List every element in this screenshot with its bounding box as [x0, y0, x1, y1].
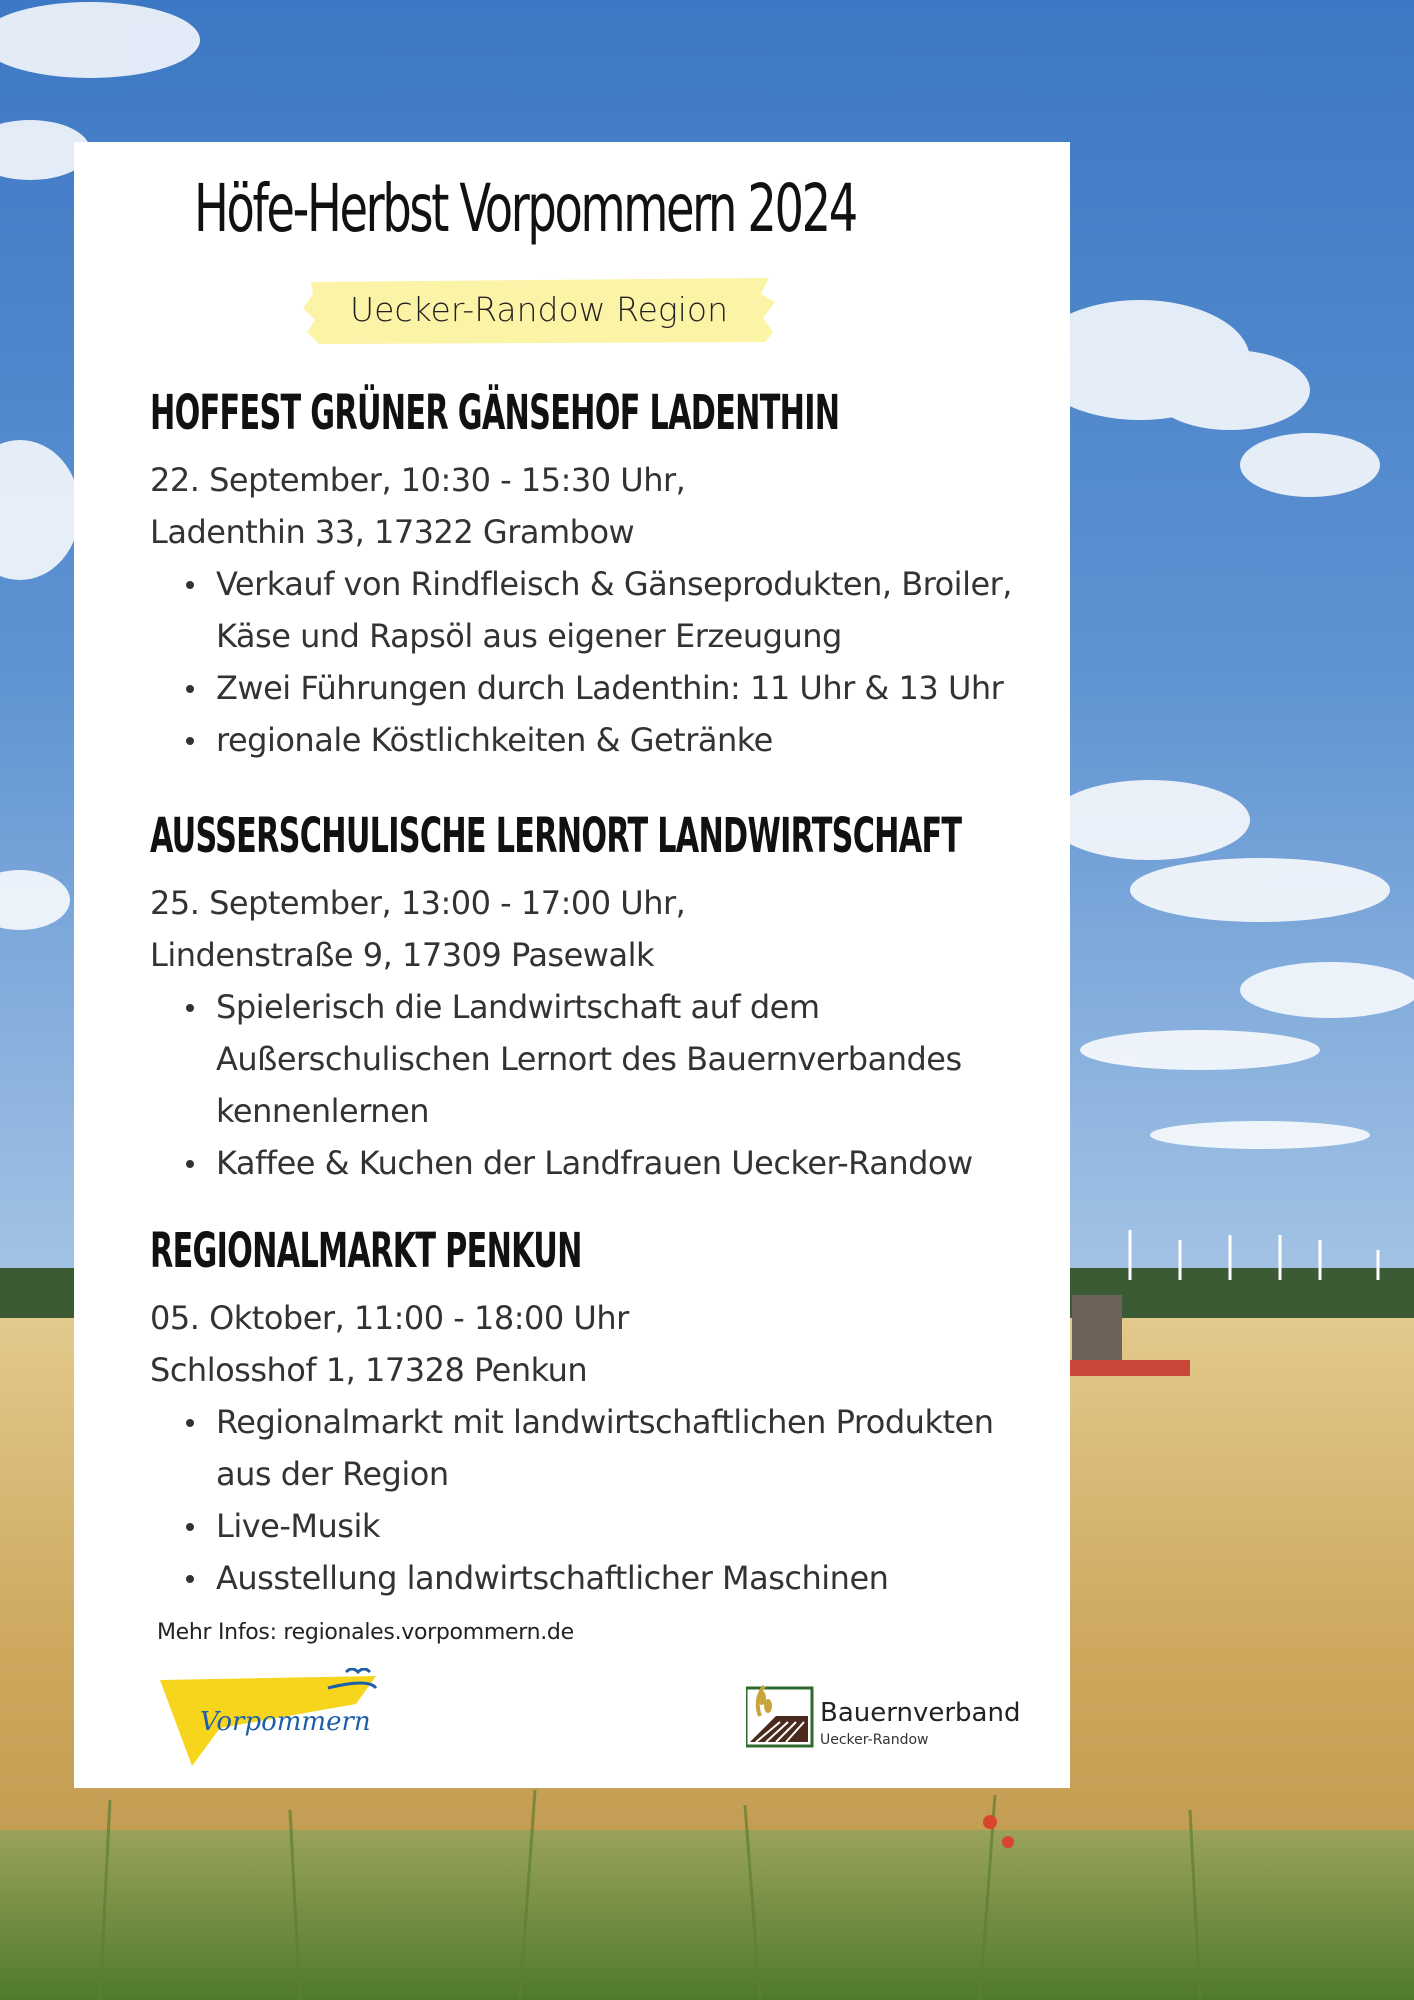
list-item: Zwei Führungen durch Ladenthin: 11 Uhr & 13 Uhr: [150, 662, 1050, 714]
event-3: [150, 1220, 1050, 1604]
event-2: [150, 805, 1050, 1189]
vorpommern-logo-text: Vorpommern: [200, 1707, 371, 1737]
event-bullets: [150, 1396, 1050, 1604]
vorpommern-logo: [160, 1668, 380, 1768]
bullet-icon: [186, 1575, 194, 1583]
bullet-icon: [186, 737, 194, 745]
event-address: Lindenstraße 9, 17309 Pasewalk: [150, 936, 654, 974]
event-card: [74, 142, 1070, 1788]
event-date: 05. Oktober, 11:00 - 18:00 Uhr: [150, 1299, 629, 1337]
list-item: Verkauf von Rindfleisch & Gänseprodukten, Broiler,: [150, 558, 1050, 610]
list-item-continuation: Käse und Rapsöl aus eigener Erzeugung: [216, 617, 842, 655]
event-1: [150, 382, 1050, 766]
bullet-icon: [186, 1419, 194, 1427]
bullet-icon: [186, 581, 194, 589]
list-item: Ausstellung landwirtschaftlicher Maschinen: [150, 1552, 1050, 1604]
bauernverband-subtitle: Uecker-Randow: [820, 1732, 929, 1748]
bullet-icon: [186, 1523, 194, 1531]
region-badge: [299, 272, 779, 348]
list-item: Spielerisch die Landwirtschaft auf dem: [150, 981, 1050, 1033]
event-address: Ladenthin 33, 17322 Grambow: [150, 513, 635, 551]
list-item-continuation: Außerschulischen Lernort des Bauernverbandes: [216, 1040, 962, 1078]
list-item: Kaffee & Kuchen der Landfrauen Uecker-Randow: [150, 1137, 1050, 1189]
event-title: HOFFEST GRÜNER GÄNSEHOF LADENTHIN: [150, 385, 840, 441]
bullet-icon: [186, 1160, 194, 1168]
event-title: AUSSERSCHULISCHE LERNORT LANDWIRTSCHAFT: [150, 808, 962, 864]
region-label: Uecker-Randow Region: [350, 290, 728, 329]
bauernverband-name: Bauernverband: [820, 1698, 1021, 1728]
event-bullets: [150, 558, 1050, 766]
event-address: Schlosshof 1, 17328 Penkun: [150, 1351, 588, 1389]
page-title: Höfe-Herbst Vorpommern 2024: [194, 170, 856, 247]
event-title: REGIONALMARKT PENKUN: [150, 1223, 582, 1279]
list-item: regionale Köstlichkeiten & Getränke: [150, 714, 1050, 766]
bullet-icon: [186, 685, 194, 693]
more-info-link[interactable]: Mehr Infos: regionales.vorpommern.de: [157, 1620, 574, 1645]
event-date: 25. September, 13:00 - 17:00 Uhr,: [150, 884, 686, 922]
event-bullets: [150, 981, 1050, 1189]
list-item: Regionalmarkt mit landwirtschaftlichen Produkten: [150, 1396, 1050, 1448]
event-date: 22. September, 10:30 - 15:30 Uhr,: [150, 461, 686, 499]
list-item-continuation: kennenlernen: [216, 1092, 430, 1130]
list-item-continuation: aus der Region: [216, 1455, 449, 1493]
bullet-icon: [186, 1004, 194, 1012]
list-item: Live-Musik: [150, 1500, 1050, 1552]
